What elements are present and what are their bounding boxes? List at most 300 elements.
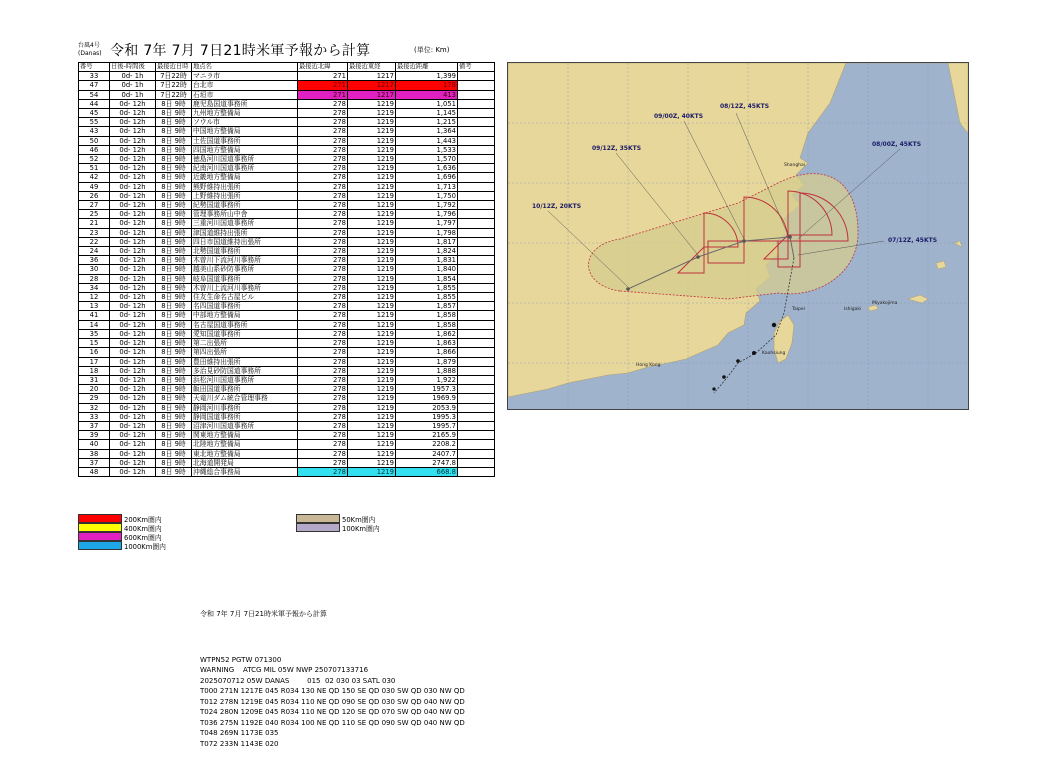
table-row	[79, 375, 495, 384]
cell-note	[458, 421, 495, 430]
cell-note	[458, 191, 495, 200]
forecast-label-0912: 09/12Z, 35KTS	[592, 145, 642, 152]
cell-lon: 1217	[348, 81, 396, 90]
cell-place: 土佐国道事務所	[192, 136, 298, 145]
cell-no: 31	[79, 375, 110, 384]
cell-note	[458, 375, 495, 384]
cell-lon: 1219	[348, 412, 396, 421]
cell-time: 8日 9時	[156, 366, 192, 375]
table-row	[79, 311, 495, 320]
cell-dist: 1,533	[396, 145, 458, 154]
cell-no: 16	[79, 348, 110, 357]
table-row	[79, 237, 495, 246]
legend-swatch	[296, 514, 340, 523]
cell-no: 55	[79, 118, 110, 127]
cell-lon: 1219	[348, 357, 396, 366]
cell-dist: 1,798	[396, 228, 458, 237]
cell-after: 0d- 12h	[110, 357, 156, 366]
cell-no: 38	[79, 449, 110, 458]
cell-after: 0d- 12h	[110, 191, 156, 200]
cell-note	[458, 467, 495, 476]
cell-dist: 1969.9	[396, 394, 458, 403]
cell-lat: 278	[298, 136, 348, 145]
cell-no: 51	[79, 164, 110, 173]
cell-lat: 278	[298, 191, 348, 200]
cell-place: 名四国道事務所	[192, 302, 298, 311]
cell-lat: 278	[298, 247, 348, 256]
cell-lon: 1219	[348, 191, 396, 200]
cell-lat: 278	[298, 155, 348, 164]
cell-after: 0d- 12h	[110, 265, 156, 274]
cell-after: 0d- 12h	[110, 145, 156, 154]
cell-place: 天竜川ダム統合管理事務	[192, 394, 298, 403]
cell-lat: 278	[298, 293, 348, 302]
cell-dist: 1995.3	[396, 412, 458, 421]
column-header: 最接近東経	[348, 63, 396, 72]
cell-time: 8日 9時	[156, 329, 192, 338]
cell-time: 8日 9時	[156, 385, 192, 394]
cell-lat: 278	[298, 440, 348, 449]
cell-no: 15	[79, 339, 110, 348]
cell-place: 飯田国道事務所	[192, 385, 298, 394]
cell-place: 近畿地方整備局	[192, 173, 298, 182]
legend-label: 100Km圏内	[342, 524, 380, 533]
table-row	[79, 256, 495, 265]
cell-time: 8日 9時	[156, 431, 192, 440]
cell-lat: 278	[298, 210, 348, 219]
cell-dist: 668.8	[396, 467, 458, 476]
cell-lon: 1217	[348, 72, 396, 81]
cell-lon: 1219	[348, 201, 396, 210]
cell-lat: 278	[298, 145, 348, 154]
table-row	[79, 127, 495, 136]
cell-no: 35	[79, 329, 110, 338]
cell-lon: 1219	[348, 164, 396, 173]
cell-lon: 1219	[348, 265, 396, 274]
warning-bulletin	[200, 588, 465, 760]
cell-time: 8日 9時	[156, 357, 192, 366]
cell-lon: 1219	[348, 348, 396, 357]
cell-after: 0d- 1h	[110, 81, 156, 90]
table-row	[79, 449, 495, 458]
korea-japan-strip	[948, 63, 968, 133]
cell-place: 石垣市	[192, 90, 298, 99]
cell-note	[458, 90, 495, 99]
table-row	[79, 302, 495, 311]
column-header: 最接近日時	[156, 63, 192, 72]
cell-place: 上野維持出張所	[192, 191, 298, 200]
place-miyakojima: Miyakojima	[872, 301, 898, 306]
cell-dist: 2407.7	[396, 449, 458, 458]
table-row	[79, 421, 495, 430]
cell-no: 18	[79, 366, 110, 375]
cell-note	[458, 145, 495, 154]
cell-place: 静岡河川事務所	[192, 403, 298, 412]
cell-time: 8日 9時	[156, 440, 192, 449]
cell-note	[458, 173, 495, 182]
cell-place: 九州地方整備局	[192, 109, 298, 118]
cell-place: 徳島河川国道事務所	[192, 155, 298, 164]
cell-place: 第四出張所	[192, 348, 298, 357]
cell-lat: 278	[298, 164, 348, 173]
cell-no: 29	[79, 394, 110, 403]
cell-after: 0d- 12h	[110, 173, 156, 182]
cell-no: 14	[79, 320, 110, 329]
cell-time: 8日 9時	[156, 412, 192, 421]
cell-note	[458, 136, 495, 145]
cell-after: 0d- 12h	[110, 366, 156, 375]
cell-after: 0d- 12h	[110, 155, 156, 164]
cell-time: 8日 9時	[156, 403, 192, 412]
cell-lon: 1219	[348, 99, 396, 108]
cell-place: 浜松河川国道事務所	[192, 375, 298, 384]
cell-place: 紀南河川国道事務所	[192, 164, 298, 173]
table-row	[79, 247, 495, 256]
cell-time: 8日 9時	[156, 421, 192, 430]
cell-time: 8日 9時	[156, 191, 192, 200]
cell-dist: 2208.2	[396, 440, 458, 449]
cell-note	[458, 293, 495, 302]
cell-note	[458, 283, 495, 292]
cell-after: 0d- 12h	[110, 201, 156, 210]
cell-lat: 278	[298, 173, 348, 182]
column-header: 最接近距離	[396, 63, 458, 72]
cell-lon: 1217	[348, 90, 396, 99]
cell-place: 四日市国道維持出張所	[192, 237, 298, 246]
cell-place: 沖縄総合事務局	[192, 467, 298, 476]
table-row	[79, 431, 495, 440]
cell-dist: 1,922	[396, 375, 458, 384]
cell-dist: 1,215	[396, 118, 458, 127]
cell-no: 44	[79, 99, 110, 108]
cell-note	[458, 118, 495, 127]
cell-note	[458, 320, 495, 329]
cell-time: 8日 9時	[156, 219, 192, 228]
cell-lon: 1219	[348, 283, 396, 292]
cell-dist: 1,051	[396, 99, 458, 108]
table-row	[79, 357, 495, 366]
bulletin-line: T012 278N 1219E 045 R034 110 NE QD 090 SE QD 030 SW QD 040 NW QD	[200, 697, 465, 706]
forecast-label-0712: 07/12Z, 45KTS	[888, 237, 938, 244]
cell-time: 8日 9時	[156, 458, 192, 467]
cell-time: 7日22時	[156, 90, 192, 99]
column-header: 備考	[458, 63, 495, 72]
cell-no: 40	[79, 440, 110, 449]
cell-dist: 1,750	[396, 191, 458, 200]
bulletin-line: T000 271N 1217E 045 R034 130 NE QD 150 SE QD 030 SW QD 030 NW QD	[200, 687, 465, 695]
table-row	[79, 164, 495, 173]
bulletin-title: 令和 7年 7月 7日21時米軍予報から計算	[200, 610, 327, 618]
cell-time: 8日 9時	[156, 265, 192, 274]
cell-lon: 1219	[348, 210, 396, 219]
table-row	[79, 458, 495, 467]
table-row	[79, 72, 495, 81]
cell-lat: 278	[298, 385, 348, 394]
cell-place: 四国地方整備局	[192, 145, 298, 154]
cell-after: 0d- 12h	[110, 182, 156, 191]
cell-no: 33	[79, 72, 110, 81]
cell-note	[458, 164, 495, 173]
table-row	[79, 136, 495, 145]
cell-lat: 278	[298, 283, 348, 292]
cell-dist: 1,824	[396, 247, 458, 256]
place-taipei: Taipei	[792, 307, 805, 312]
cell-dist: 1,817	[396, 237, 458, 246]
cell-no: 27	[79, 201, 110, 210]
legend-label: 200Km圏内	[124, 515, 162, 524]
place-shanghai: Shanghai	[784, 163, 806, 168]
cell-lat: 278	[298, 302, 348, 311]
cell-dist: 1,840	[396, 265, 458, 274]
cell-place: 関東地方整備局	[192, 431, 298, 440]
cell-lat: 278	[298, 237, 348, 246]
cell-after: 0d- 12h	[110, 247, 156, 256]
cell-dist: 1,855	[396, 283, 458, 292]
table-row	[79, 467, 495, 476]
cell-no: 24	[79, 247, 110, 256]
cell-no: 39	[79, 431, 110, 440]
cell-after: 0d- 12h	[110, 210, 156, 219]
cell-lon: 1219	[348, 339, 396, 348]
cell-lat: 278	[298, 421, 348, 430]
cell-dist: 1,862	[396, 329, 458, 338]
table-row	[79, 440, 495, 449]
cell-place: 越美山系砂防事務所	[192, 265, 298, 274]
cell-time: 7日22時	[156, 81, 192, 90]
cell-lon: 1219	[348, 247, 396, 256]
cell-time: 8日 9時	[156, 283, 192, 292]
cell-dist: 1,858	[396, 320, 458, 329]
cell-time: 8日 9時	[156, 127, 192, 136]
cell-time: 8日 9時	[156, 256, 192, 265]
table-row	[79, 366, 495, 375]
table-row	[79, 274, 495, 283]
cell-note	[458, 99, 495, 108]
cell-lat: 271	[298, 72, 348, 81]
place-kaohsiung: Kaohsiung	[762, 351, 786, 356]
cell-note	[458, 440, 495, 449]
cell-lon: 1219	[348, 219, 396, 228]
table-row	[79, 201, 495, 210]
cell-lat: 278	[298, 339, 348, 348]
cell-no: 28	[79, 274, 110, 283]
legend-swatch	[78, 523, 122, 532]
cell-no: 37	[79, 421, 110, 430]
cell-lon: 1219	[348, 320, 396, 329]
cell-note	[458, 431, 495, 440]
page-title: 令和 7年 7月 7日21時米軍予報から計算	[110, 43, 371, 59]
cell-after: 0d- 12h	[110, 136, 156, 145]
cell-no: 22	[79, 237, 110, 246]
cell-no: 46	[79, 145, 110, 154]
bulletin-line: T024 280N 1209E 045 R034 110 NE QD 120 SE QD 070 SW QD 040 NW QD	[200, 708, 465, 716]
cell-lat: 278	[298, 458, 348, 467]
legend-label: 50Km圏内	[342, 515, 376, 524]
cell-place: 北勢国道事務所	[192, 247, 298, 256]
cell-lon: 1219	[348, 173, 396, 182]
cell-note	[458, 265, 495, 274]
cell-place: 管理事務所山中舎	[192, 210, 298, 219]
cell-no: 17	[79, 357, 110, 366]
distance-table	[78, 62, 495, 477]
cell-note	[458, 403, 495, 412]
cell-after: 0d- 12h	[110, 329, 156, 338]
cell-lat: 278	[298, 182, 348, 191]
forecast-label-1012: 10/12Z, 20KTS	[532, 203, 582, 210]
cell-note	[458, 247, 495, 256]
cell-place: 静岡国道事務所	[192, 412, 298, 421]
cell-time: 8日 9時	[156, 145, 192, 154]
cell-dist: 1,570	[396, 155, 458, 164]
cell-place: 中部地方整備局	[192, 311, 298, 320]
cell-lon: 1219	[348, 256, 396, 265]
cell-no: 48	[79, 467, 110, 476]
cell-place: 木曽川上流河川事務所	[192, 283, 298, 292]
cell-no: 45	[79, 109, 110, 118]
map-canvas	[508, 63, 968, 409]
column-header: 地点名	[192, 63, 298, 72]
cell-no: 21	[79, 219, 110, 228]
cell-place: 東北地方整備局	[192, 449, 298, 458]
cell-lat: 278	[298, 320, 348, 329]
cell-after: 0d- 12h	[110, 311, 156, 320]
cell-time: 8日 9時	[156, 210, 192, 219]
forecast-label-0900: 09/00Z, 40KTS	[654, 113, 704, 120]
cell-no: 42	[79, 173, 110, 182]
cell-after: 0d- 12h	[110, 467, 156, 476]
cell-time: 8日 9時	[156, 173, 192, 182]
legend-swatch	[78, 541, 122, 550]
cell-after: 0d- 12h	[110, 421, 156, 430]
cell-no: 54	[79, 90, 110, 99]
cell-time: 7日22時	[156, 72, 192, 81]
cell-time: 8日 9時	[156, 182, 192, 191]
cell-dist: 1,855	[396, 293, 458, 302]
cell-lat: 278	[298, 412, 348, 421]
cell-lon: 1219	[348, 329, 396, 338]
cell-lon: 1219	[348, 440, 396, 449]
cell-lat: 278	[298, 329, 348, 338]
cell-lat: 278	[298, 219, 348, 228]
cell-time: 8日 9時	[156, 311, 192, 320]
cell-place: 住友生命名古屋ビル	[192, 293, 298, 302]
cell-time: 8日 9時	[156, 293, 192, 302]
cell-dist: 1,831	[396, 256, 458, 265]
cell-lon: 1219	[348, 458, 396, 467]
legend-label: 600Km圏内	[124, 533, 162, 542]
cell-after: 0d- 12h	[110, 127, 156, 136]
cell-no: 13	[79, 302, 110, 311]
cell-dist: 1,854	[396, 274, 458, 283]
cell-no: 30	[79, 265, 110, 274]
cell-after: 0d- 12h	[110, 302, 156, 311]
bulletin-line: T036 275N 1192E 040 R034 100 NE QD 110 SE QD 090 SW QD 040 NW QD	[200, 718, 465, 727]
cell-note	[458, 311, 495, 320]
cell-note	[458, 302, 495, 311]
table-row	[79, 329, 495, 338]
cell-after: 0d- 12h	[110, 293, 156, 302]
unit-note: (単位: Km)	[414, 46, 450, 54]
cell-lon: 1219	[348, 403, 396, 412]
cell-lon: 1219	[348, 136, 396, 145]
cell-no: 50	[79, 136, 110, 145]
bulletin-line: WTPN52 PGTW 071300	[200, 655, 282, 664]
table-row	[79, 155, 495, 164]
cell-place: ソウル市	[192, 118, 298, 127]
cell-note	[458, 81, 495, 90]
cell-dist: 1,866	[396, 348, 458, 357]
table-row	[79, 293, 495, 302]
cell-lon: 1219	[348, 421, 396, 430]
cell-lat: 278	[298, 394, 348, 403]
cell-no: 52	[79, 155, 110, 164]
cell-time: 8日 9時	[156, 394, 192, 403]
bulletin-line: T072 233N 1143E 020	[200, 739, 279, 748]
cell-no: 25	[79, 210, 110, 219]
cell-lon: 1219	[348, 182, 396, 191]
table-row	[79, 412, 495, 421]
cell-place: 豊田維持出張所	[192, 357, 298, 366]
table-row	[79, 385, 495, 394]
cell-note	[458, 385, 495, 394]
column-header: 日後-時間後	[110, 63, 156, 72]
cell-place: 北海道開発局	[192, 458, 298, 467]
cell-after: 0d- 12h	[110, 109, 156, 118]
cell-no: 47	[79, 81, 110, 90]
cell-place: 中国地方整備局	[192, 127, 298, 136]
cell-lon: 1219	[348, 449, 396, 458]
cell-after: 0d- 12h	[110, 339, 156, 348]
cell-no: 41	[79, 311, 110, 320]
cell-after: 0d- 12h	[110, 164, 156, 173]
cell-place: 紀勢国道事務所	[192, 201, 298, 210]
table-body	[79, 72, 495, 477]
cell-after: 0d- 12h	[110, 385, 156, 394]
cell-lat: 278	[298, 99, 348, 108]
cell-dist: 1,857	[396, 302, 458, 311]
cell-place: 愛知国道事務所	[192, 329, 298, 338]
table-row	[79, 320, 495, 329]
cell-dist: 1,145	[396, 109, 458, 118]
cell-lon: 1219	[348, 385, 396, 394]
cell-dist: 1,888	[396, 366, 458, 375]
cell-time: 8日 9時	[156, 247, 192, 256]
cell-lat: 278	[298, 375, 348, 384]
cell-lon: 1219	[348, 394, 396, 403]
cell-time: 8日 9時	[156, 320, 192, 329]
cell-time: 8日 9時	[156, 449, 192, 458]
cell-after: 0d- 1h	[110, 90, 156, 99]
cell-after: 0d- 12h	[110, 99, 156, 108]
cell-place: 岐阜国道事務所	[192, 274, 298, 283]
cell-time: 8日 9時	[156, 467, 192, 476]
forecast-label-0800: 08/00Z, 45KTS	[872, 141, 922, 148]
cell-lat: 278	[298, 366, 348, 375]
cell-note	[458, 274, 495, 283]
cell-dist: 1,858	[396, 311, 458, 320]
cell-after: 0d- 12h	[110, 412, 156, 421]
cell-place: 津国道維持出張所	[192, 228, 298, 237]
column-header: 番号	[79, 63, 110, 72]
cell-after: 0d- 12h	[110, 256, 156, 265]
cell-lon: 1219	[348, 311, 396, 320]
cell-lon: 1219	[348, 274, 396, 283]
table-row	[79, 339, 495, 348]
cell-dist: 1,797	[396, 219, 458, 228]
cell-after: 0d- 12h	[110, 403, 156, 412]
cell-after: 0d- 12h	[110, 237, 156, 246]
cell-dist: 413	[396, 90, 458, 99]
